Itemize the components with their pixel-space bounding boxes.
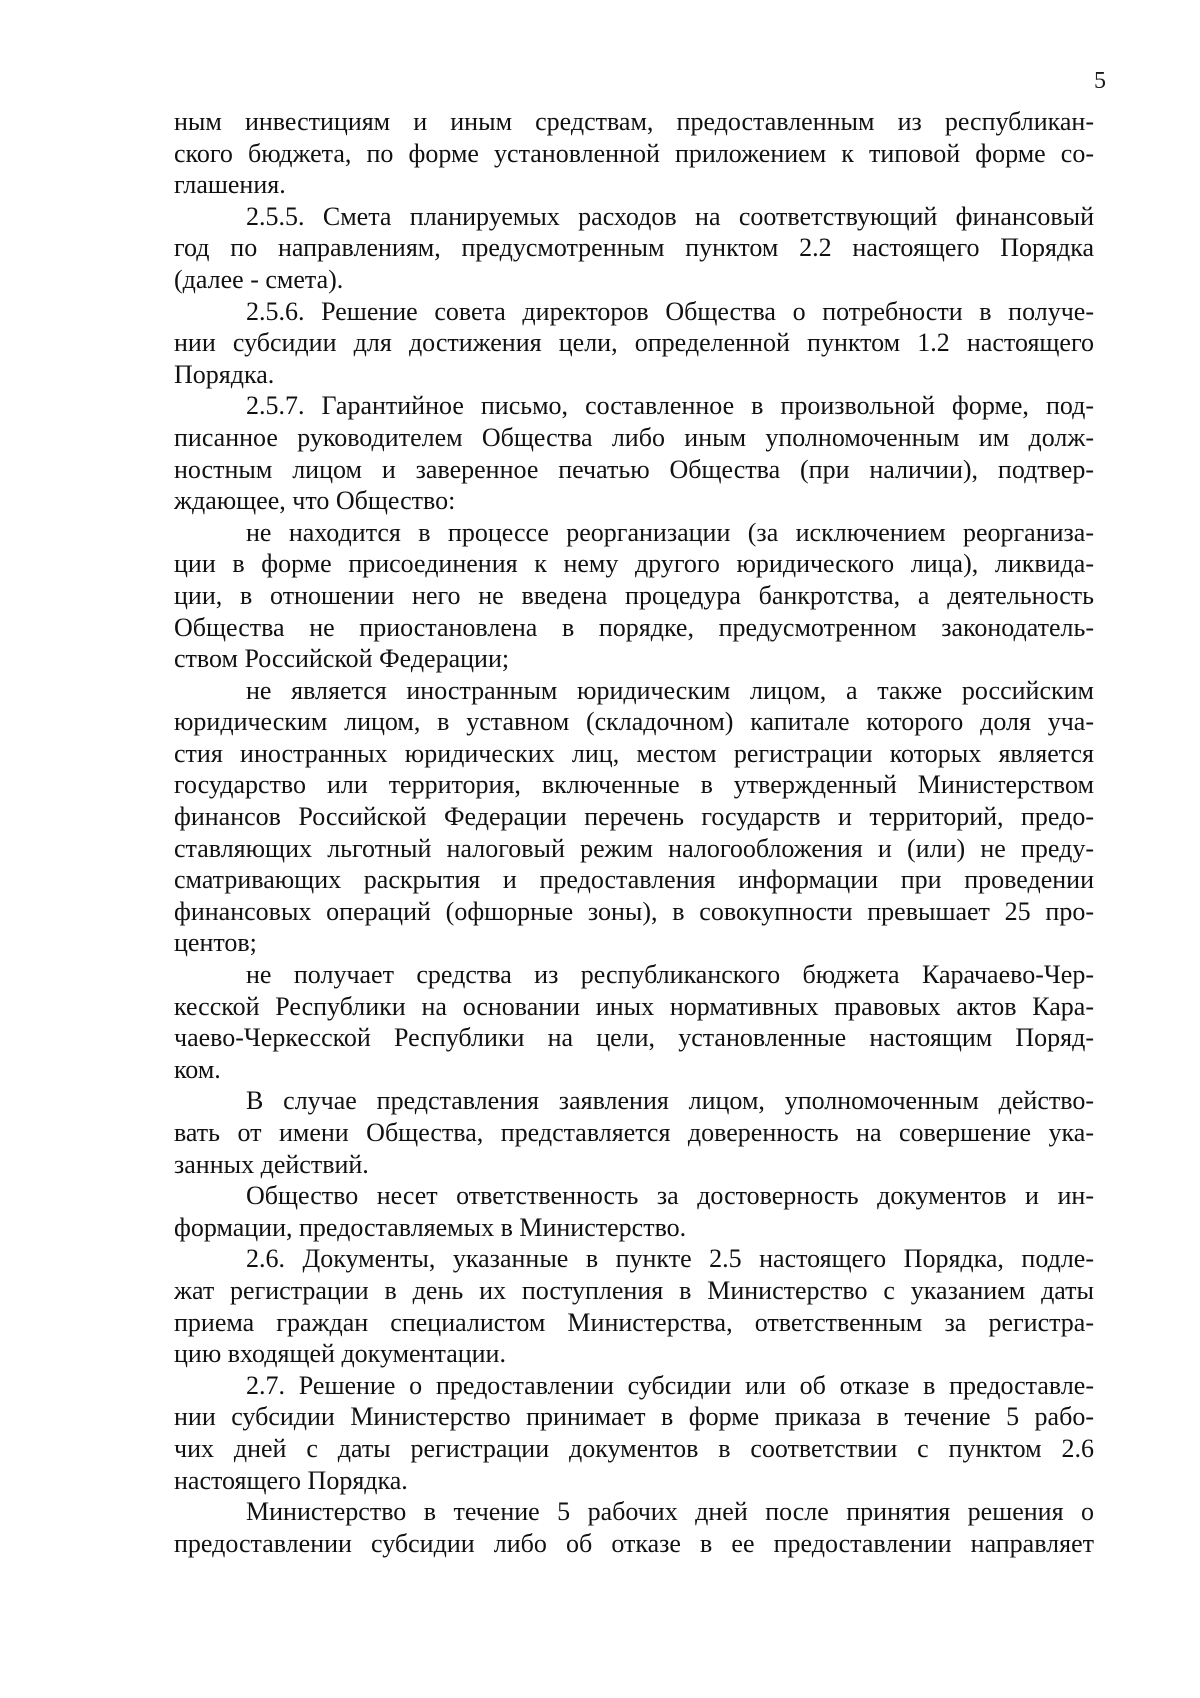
text-line: ностным лицом и заверенное печатью Общества (при наличии), подтвер- bbox=[174, 454, 1094, 484]
text-line: не находится в процессе реорганизации (за исключением реорганиза- bbox=[246, 517, 1094, 547]
text-line: год по направлениям, предусмотренным пунктом 2.2 настоящего Порядка bbox=[174, 233, 1094, 263]
text-line: 2.6. Документы, указанные в пункте 2.5 настоящего Порядка, подле- bbox=[246, 1244, 1094, 1274]
text-line: цию входящей документации. bbox=[174, 1339, 506, 1369]
text-line: 2.5.6. Решение совета директоров Общества о потребности в получе- bbox=[246, 296, 1094, 326]
text-line: настоящего Порядка. bbox=[174, 1465, 408, 1495]
text-line: не является иностранным юридическим лицом, а также российским bbox=[246, 675, 1094, 705]
text-line: кесской Республики на основании иных нормативных правовых актов Кара- bbox=[174, 991, 1094, 1021]
text-line: В случае представления заявления лицом, уполномоченным действо- bbox=[246, 1086, 1094, 1116]
text-line: центов; bbox=[174, 928, 257, 958]
text-line: ского бюджета, по форме установленной приложением к типовой форме со- bbox=[174, 138, 1094, 168]
text-line: финансов Российской Федерации перечень государств и территорий, предо- bbox=[174, 802, 1094, 832]
text-line: финансовых операций (офшорные зоны), в совокупности превышает 25 про- bbox=[174, 896, 1094, 926]
text-line: формации, предоставляемых в Министерство. bbox=[174, 1212, 687, 1242]
text-line: ставляющих льготный налоговый режим налогообложения и (или) не преду- bbox=[174, 833, 1094, 863]
text-line: сматривающих раскрытия и предоставления информации при проведении bbox=[174, 865, 1094, 895]
text-line: занных действий. bbox=[174, 1149, 369, 1179]
text-line: чих дней с даты регистрации документов в соответствии с пунктом 2.6 bbox=[174, 1433, 1094, 1463]
text-line: глашения. bbox=[174, 170, 286, 200]
text-line: Порядка. bbox=[174, 359, 275, 389]
text-line: Общество несет ответственность за достоверность документов и ин- bbox=[246, 1181, 1094, 1211]
page-number: 5 bbox=[1094, 68, 1106, 94]
text-line: ции, в отношении него не введена процедура банкротства, а деятельность bbox=[174, 580, 1094, 610]
text-line: 2.5.7. Гарантийное письмо, составленное в произвольной форме, под- bbox=[246, 391, 1094, 421]
text-line: стия иностранных юридических лиц, местом регистрации которых является bbox=[174, 738, 1094, 768]
text-line: 2.5.5. Смета планируемых расходов на соответствующий финансовый bbox=[246, 201, 1094, 231]
text-line: ным инвестициям и иным средствам, предоставленным из республикан- bbox=[174, 107, 1094, 136]
text-line: Министерство в течение 5 рабочих дней после принятия решения о bbox=[246, 1497, 1094, 1527]
text-line: Общества не приостановлена в порядке, предусмотренном законодатель- bbox=[174, 612, 1094, 642]
text-line: (далее - смета). bbox=[174, 264, 344, 294]
text-line: писанное руководителем Общества либо иным уполномоченным им долж- bbox=[174, 422, 1094, 452]
text-line: предоставлении субсидии либо об отказе в ее предоставлении направляет bbox=[174, 1528, 1094, 1558]
text-line: вать от имени Общества, представляется доверенность на совершение ука- bbox=[174, 1118, 1094, 1147]
text-line: приема граждан специалистом Министерства, ответственным за регистра- bbox=[174, 1307, 1094, 1337]
text-line: не получает средства из республиканского бюджета Карачаево-Чер- bbox=[246, 960, 1094, 990]
text-line: 2.7. Решение о предоставлении субсидии или об отказе в предоставле- bbox=[246, 1370, 1094, 1400]
text-line: ждающее, что Общество: bbox=[174, 486, 456, 516]
text-line: ством Российской Федерации; bbox=[174, 644, 510, 674]
text-line: нии субсидии для достижения цели, определенной пунктом 1.2 настоящего bbox=[174, 328, 1094, 358]
text-line: государство или территория, включенные в утвержденный Министерством bbox=[174, 770, 1094, 800]
text-line: нии субсидии Министерство принимает в форме приказа в течение 5 рабо- bbox=[174, 1402, 1094, 1432]
text-line: ции в форме присоединения к нему другого юридического лица), ликвида- bbox=[174, 549, 1094, 579]
text-line: чаево-Черкесской Республики на цели, установленные настоящим Поряд- bbox=[174, 1023, 1094, 1053]
text-line: жат регистрации в день их поступления в Министерство с указанием даты bbox=[174, 1275, 1094, 1305]
document-body bbox=[174, 106, 1094, 1559]
text-line: юридическим лицом, в уставном (складочном) капитале которого доля уча- bbox=[174, 707, 1094, 737]
text-line: ком. bbox=[174, 1054, 221, 1084]
